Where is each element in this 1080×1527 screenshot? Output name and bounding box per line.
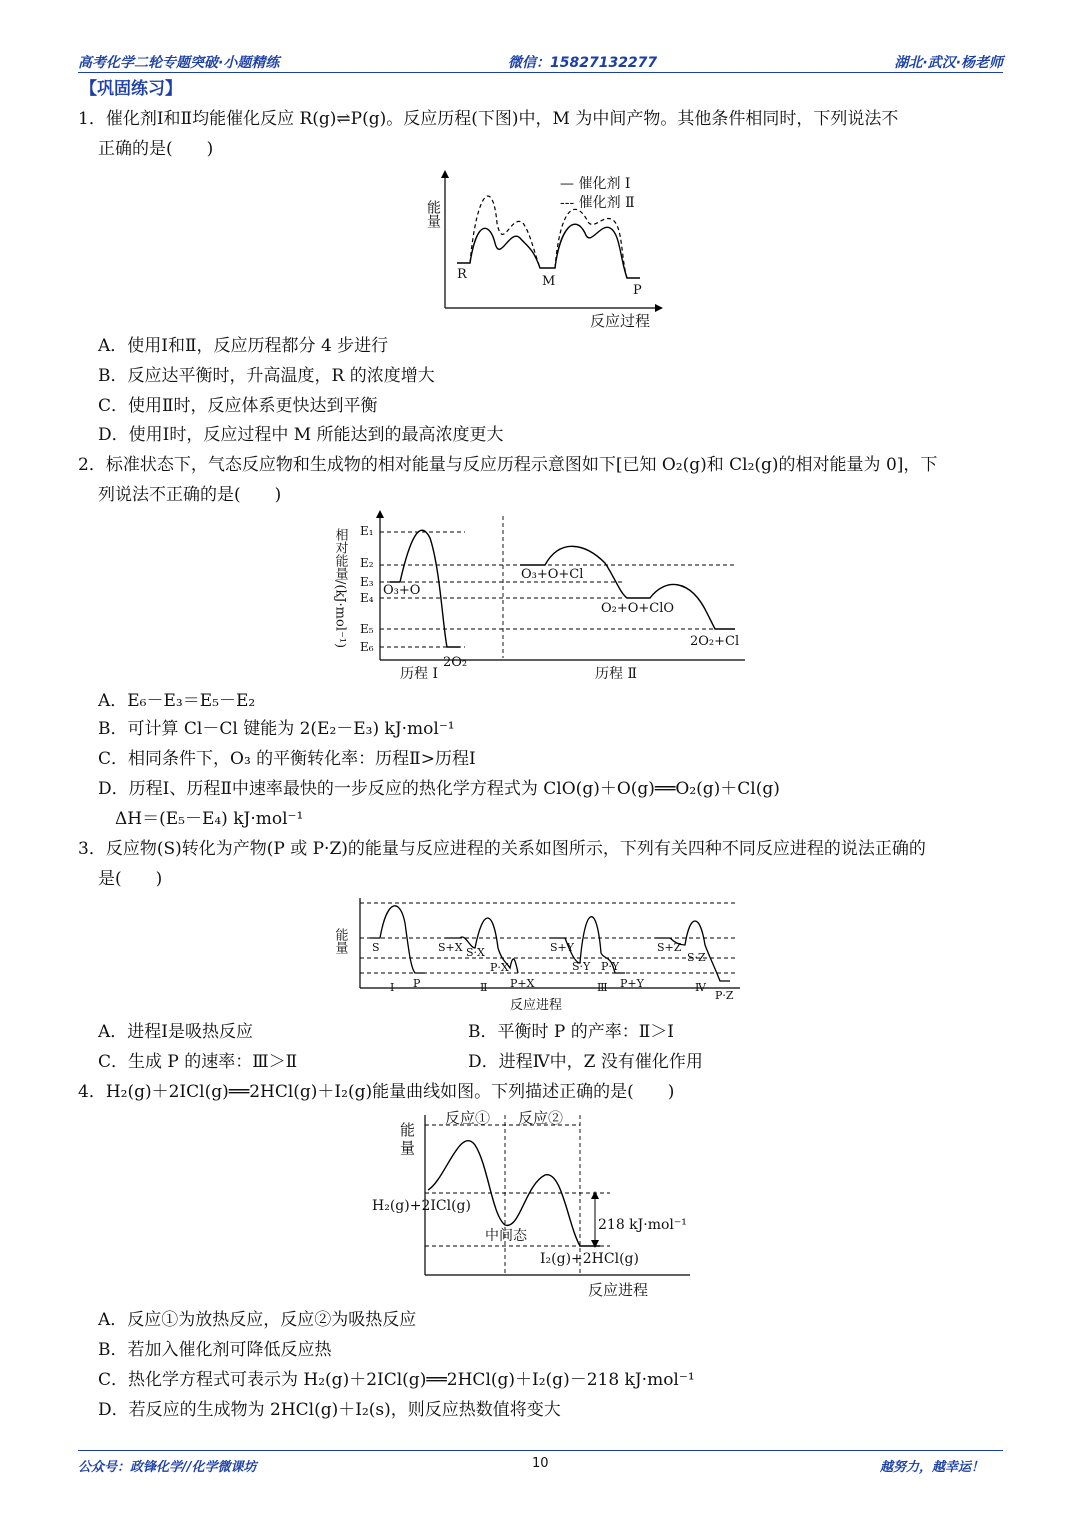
q3-label-ppx: P+X (510, 977, 535, 990)
q2-option-a: A．E₆－E₃＝E₅－E₂ (98, 691, 256, 711)
q3-label-spy: S+Y (550, 941, 575, 954)
q4-stem: 4．H₂(g)＋2ICl(g)══2HCl(g)＋I₂(g)能量曲线如图。下列描述正确的是( ) (78, 1082, 675, 1102)
footer-left: 公众号：政锋化学//化学微课坊 (78, 1460, 257, 1475)
q3-label-px: P·X (490, 961, 509, 974)
footer-right: 越努力，越幸运！ (880, 1460, 985, 1475)
q1-curve-catalyst-1 (457, 224, 640, 278)
q3-label-spx: S+X (438, 941, 463, 954)
q4-label-react: H₂(g)+2ICl(g) (372, 1198, 471, 1214)
q3-label-sz: S·Z (687, 951, 706, 964)
q1-option-c: C．使用Ⅱ时，反应体系更快达到平衡 (98, 396, 378, 416)
q2-option-d-dh: ΔH＝(E₅－E₄) kJ·mol⁻¹ (115, 809, 304, 829)
q4-label-r1: 反应① (445, 1109, 491, 1127)
q1-stem-line2: 正确的是( ) (98, 139, 214, 159)
page-number: 10 (532, 1456, 549, 1471)
q4-label-dh: 218 kJ·mol⁻¹ (598, 1217, 687, 1233)
q3-label-p: P (413, 977, 421, 990)
q3-label-sx: S·X (466, 946, 485, 959)
q3-energy-diagram (332, 893, 745, 1018)
q1-ylabel: 能量 (425, 200, 441, 228)
q3-option-c: C．生成 P 的速率：Ⅲ＞Ⅱ (98, 1052, 298, 1072)
q2-label-o3ocl: O₃+O+Cl (521, 567, 584, 582)
q1-option-b: B．反应达平衡时，升高温度，R 的浓度增大 (98, 366, 435, 386)
q4-option-c: C．热化学方程式可表示为 H₂(g)＋2ICl(g)══2HCl(g)＋I₂(g)－218 kJ·mol⁻¹ (98, 1370, 695, 1390)
q1-label-m: M (542, 274, 556, 289)
q1-label-r: R (457, 267, 467, 282)
q2-option-b: B．可计算 Cl－Cl 键能为 2(E₂－E₃) kJ·mol⁻¹ (98, 719, 455, 739)
q4-option-d: D．若反应的生成物为 2HCl(g)＋I₂(s)，则反应热数值将变大 (98, 1400, 561, 1420)
q4-label-r2: 反应② (518, 1109, 564, 1127)
q2-option-c: C．相同条件下，O₃ 的平衡转化率：历程Ⅱ>历程Ⅰ (98, 749, 476, 769)
q3-label-iv: Ⅳ (695, 981, 706, 994)
q3-label-ppy: P+Y (620, 977, 644, 990)
header-right: 湖北·武汉·杨老师 (894, 55, 1003, 71)
q3-label-i: Ⅰ (390, 981, 395, 994)
q4-xlabel: 反应进程 (588, 1281, 649, 1299)
q4-ylabel-2: 量 (400, 1139, 416, 1157)
q3-option-d: D．进程Ⅳ中，Z 没有催化作用 (468, 1052, 703, 1072)
q4-label-prod: I₂(g)+2HCl(g) (540, 1251, 639, 1267)
q2-option-d: D．历程Ⅰ、历程Ⅱ中速率最快的一步反应的热化学方程式为 ClO(g)＋O(g)══O₂(g)＋Cl(g) (98, 779, 780, 799)
q3-option-b: B．平衡时 P 的产率：Ⅱ＞Ⅰ (468, 1022, 675, 1042)
q3-label-ii: Ⅱ (480, 981, 488, 994)
q2-e2: E₂ (360, 556, 374, 570)
q4-label-mid: 中间态 (485, 1228, 527, 1244)
q2-path1-label: 历程 Ⅰ (400, 666, 438, 682)
q3-label-s: S (372, 941, 380, 954)
q3-stem-line2: 是( ) (98, 869, 163, 889)
q1-label-p: P (633, 283, 642, 298)
q2-e4: E₄ (360, 591, 374, 605)
q3-label-iii: Ⅲ (597, 981, 608, 994)
q1-legend1: — 催化剂 Ⅰ (560, 176, 631, 192)
q3-xlabel: 反应进程 (510, 998, 563, 1013)
q2-stem-line1: 2．标准状态下，气态反应物和生成物的相对能量与反应历程示意图如下[已知 O₂(g)和 Cl₂(g)的相对能量为 0]，下 (78, 455, 938, 475)
q1-legend2: --- 催化剂 Ⅱ (560, 195, 635, 211)
q3-label-spz: S+Z (657, 941, 682, 954)
q3-label-sy: S·Y (572, 960, 591, 973)
q4-option-a: A．反应①为放热反应，反应②为吸热反应 (98, 1310, 417, 1330)
q4-ylabel-1: 能 (400, 1121, 416, 1139)
page-header (78, 50, 1003, 72)
q1-xlabel: 反应过程 (590, 312, 651, 330)
q1-energy-diagram (415, 168, 675, 333)
q2-label-2o2: 2O₂ (443, 655, 468, 670)
q2-e1: E₁ (360, 524, 374, 538)
section-title: 【巩固练习】 (80, 79, 182, 99)
q2-e3: E₃ (360, 575, 374, 589)
q2-path2-label: 历程 Ⅱ (595, 666, 637, 682)
q4-energy-diagram (370, 1105, 700, 1305)
header-center: 微信：15827132277 (508, 55, 658, 71)
q3-option-a: A．进程Ⅰ是吸热反应 (98, 1022, 253, 1042)
q3-stem-line1: 3．反应物(S)转化为产物(P 或 P·Z)的能量与反应进程的关系如图所示，下列有关四种不同反应进程的说法正确的 (78, 839, 926, 859)
q1-stem-line1: 1．催化剂Ⅰ和Ⅱ均能催化反应 R(g)⇌P(g)。反应历程(下图)中，M 为中间产物。其他条件相同时，下列说法不 (78, 109, 899, 129)
q3-label-pz: P·Z (715, 989, 734, 1002)
q2-energy-diagram (332, 508, 755, 688)
q1-option-a: A．使用Ⅰ和Ⅱ，反应历程都分 4 步进行 (98, 336, 389, 356)
header-rule (78, 72, 1003, 73)
q2-ylabel: 相对能量/(kJ·mol⁻¹) (332, 528, 348, 649)
q4-option-b: B．若加入催化剂可降低反应热 (98, 1340, 332, 1360)
q1-option-d: D．使用Ⅰ时，反应过程中 M 所能达到的最高浓度更大 (98, 425, 504, 445)
q3-label-py: P·Y (601, 960, 620, 973)
q2-label-2o2cl: 2O₂+Cl (690, 634, 740, 649)
footer-rule (78, 1450, 1003, 1451)
q3-ylabel: 能量 (332, 928, 348, 954)
q2-e6: E₆ (360, 640, 374, 654)
q2-curve-path2 (520, 546, 735, 629)
q2-label-o3o: O₃+O (383, 583, 421, 598)
header-left: 高考化学二轮专题突破·小题精练 (78, 55, 280, 71)
q2-e5: E₅ (360, 622, 374, 636)
q2-stem-line2: 列说法不正确的是( ) (98, 485, 282, 505)
q2-label-o2oclo: O₂+O+ClO (601, 601, 675, 616)
